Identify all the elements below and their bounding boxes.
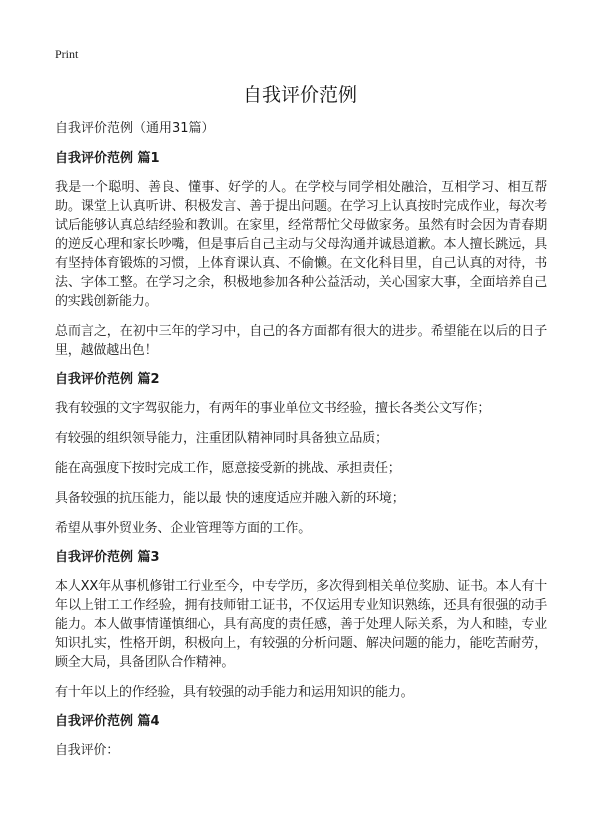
paragraph: 我是一个聪明、善良、懂事、好学的人。在学校与同学相处融洽，互相学习、相互帮助。课堂上认真听讲、积极发言、善于提出问题。在学习上认真按时完成作业，每次考试后能够认真总结经验和教训。在家里，经常帮忙父母做家务。虽然有时会因为青春期的逆反心理和家长吵嘴，但是事后自己主动与父母沟通并诚恳道歉。本人擅长跳远，具有坚持体育锻炼的习惯，上体育课认真、不偷懒。在文化科目里，自己认真的对待，书法、字体工整。在学习之余，积极地参加各种公益活动，关心国家大事，全面培养自己的实践创新能力。 [55, 180, 547, 309]
section-4 [55, 713, 547, 760]
section-heading: 自我评价范例 篇4 [55, 714, 160, 729]
section-heading: 自我评价范例 篇3 [55, 550, 160, 565]
document-subtitle: 自我评价范例（通用31篇） [55, 121, 215, 136]
section-heading: 自我评价范例 篇2 [55, 372, 160, 387]
paragraph: 有较强的组织领导能力，注重团队精神同时具备独立品质； [55, 431, 388, 446]
section-3 [55, 549, 547, 702]
section-heading: 自我评价范例 篇1 [55, 151, 160, 166]
document-title: 自我评价范例 [242, 84, 357, 106]
section-2 [55, 371, 547, 538]
paragraph: 本人XX年从事机修钳工行业至今，中专学历，多次得到相关单位奖励、证书。本人有十年以上钳工工作经验，拥有技师钳工证书，不仅运用专业知识熟练，还具有很强的动手能力。本人做事情谨慎细心，具有高度的责任感，善于处理人际关系，为人和睦，专业知识扎实，性格开朗，积极向上，有较强的分析问题、解决问题的能力，能吃苦耐劳，顾全大局，具备团队合作精神。 [55, 579, 547, 670]
paragraph: 我有较强的文字驾驭能力，有两年的事业单位文书经验，擅长各类公文写作； [55, 401, 491, 416]
paragraph: 能在高强度下按时完成工作，愿意接受新的挑战、承担责任； [55, 461, 401, 476]
print-link[interactable]: Print [55, 47, 79, 61]
document-body [55, 120, 547, 771]
paragraph: 总而言之，在初中三年的学习中，自己的各方面都有很大的进步。希望能在以后的日子里，越做越出色！ [55, 324, 547, 358]
paragraph: 具备较强的抗压能力，能以最 快的速度适应并融入新的环境； [55, 491, 405, 506]
paragraph: 自我评价： [55, 743, 120, 758]
paragraph: 有十年以上的作经验，具有较强的动手能力和运用知识的能力。 [55, 685, 414, 700]
section-1 [55, 150, 547, 360]
paragraph: 希望从事外贸业务、企业管理等方面的工作。 [55, 521, 312, 536]
